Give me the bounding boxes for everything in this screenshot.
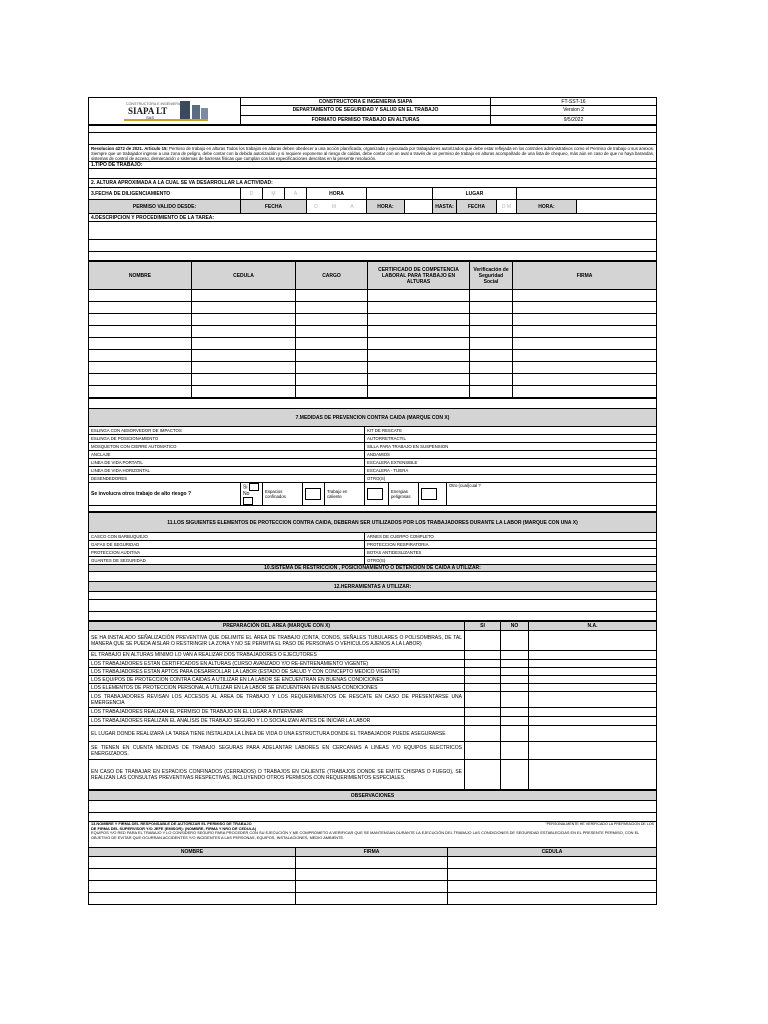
blank-row xyxy=(89,126,657,133)
worker-cell[interactable] xyxy=(470,338,513,350)
sign-col-name: NOMBRE xyxy=(89,848,296,857)
worker-rows xyxy=(89,290,657,398)
worker-cell[interactable] xyxy=(89,302,192,314)
col-no: NO xyxy=(501,622,529,631)
worker-cell[interactable] xyxy=(296,302,368,314)
measure-row xyxy=(89,475,657,483)
checklist-item: LOS TRABAJADORES ESTAN APTOS PARA DESARROLLAR LA LABOR (ESTADO DE SALUD Y CON CONCEPTO MEDICO VIGENTE) xyxy=(89,668,465,676)
worker-cell[interactable] xyxy=(296,386,368,398)
section-work-type: 1.TIPO DE TRABAJO: xyxy=(89,162,657,169)
worker-cell[interactable] xyxy=(513,338,657,350)
checklist-na-cell[interactable] xyxy=(529,668,657,676)
checklist-row xyxy=(89,676,657,684)
worker-cell[interactable] xyxy=(192,314,296,326)
company-name: CONSTRUCTORA E INGENIERIA SIAPA xyxy=(241,98,491,106)
tools-field[interactable] xyxy=(89,600,657,612)
measure-right-item[interactable]: ANDAMIOS xyxy=(365,451,657,459)
place-field[interactable] xyxy=(517,188,657,200)
month-field[interactable]: M xyxy=(263,188,285,200)
sign-cell[interactable] xyxy=(296,881,448,893)
sign-row xyxy=(89,881,657,893)
worker-cell[interactable] xyxy=(296,326,368,338)
checklist-item: EL TRABAJO EN ALTURAS MINIMO LO VAN A REALIZAR DOS TRABAJADORES O EJECUTORES xyxy=(89,651,465,660)
worker-cell[interactable] xyxy=(470,326,513,338)
worker-row xyxy=(89,350,657,362)
hot-work-option[interactable] xyxy=(365,483,389,506)
observations-table xyxy=(88,790,657,905)
checklist-no-cell[interactable] xyxy=(501,726,529,742)
checklist-na-cell[interactable] xyxy=(529,760,657,790)
to-day: D xyxy=(501,203,506,210)
valid-to-label: HASTA: xyxy=(433,200,457,214)
worker-row xyxy=(89,386,657,398)
checklist-row xyxy=(89,684,657,692)
checklist-no-cell[interactable] xyxy=(501,651,529,660)
protection-right-item[interactable]: PROTECCION RESPIRATORIA xyxy=(365,541,657,549)
checklist-yes-cell[interactable] xyxy=(465,742,501,760)
checklist-na-cell[interactable] xyxy=(529,742,657,760)
protection-row xyxy=(89,533,657,541)
hot-work-checkbox[interactable] xyxy=(367,488,383,500)
responsible-line: DE FIRMA DEL SUPERVISOR Y/O JEFE (EMISOR): (NOMBRE, FIRMA Y NRO DE CEDULA) xyxy=(91,825,257,831)
time-label: HORA xyxy=(307,188,367,200)
worker-cell[interactable] xyxy=(89,314,192,326)
place-label: LUGAR xyxy=(433,188,517,200)
col-role: CARGO xyxy=(296,262,368,290)
blank-row xyxy=(89,399,657,409)
permit-form xyxy=(88,97,656,905)
workers-table xyxy=(88,261,657,398)
checklist-no-cell[interactable] xyxy=(501,760,529,790)
checklist-row xyxy=(89,631,657,651)
worker-cell[interactable] xyxy=(192,350,296,362)
protection-left-item[interactable]: CASCO CON BARBUQUEJO xyxy=(89,533,365,541)
protection-title: 11.LOS SIGUIENTES ELEMENTOS DE PROTECCION CONTRA CAIDA, DEBERAN SER UTILIZADOS POR LOS TRABAJADORES DURANTE LA LABOR (MARQUE CON UNA X) xyxy=(89,513,657,533)
worker-cell[interactable] xyxy=(513,362,657,374)
checklist-title: PREPARACIÓN DEL AREA (MARQUE CON X) xyxy=(89,622,465,631)
checklist-row xyxy=(89,726,657,742)
description-field[interactable] xyxy=(89,222,657,240)
responsible-title: 13.NOMBRE Y FIRMA DEL RESPONSABLE DE AUTORIZAR EL PERMISO DE TRABAJO xyxy=(91,821,252,826)
sign-cell[interactable] xyxy=(448,893,657,905)
measure-row xyxy=(89,435,657,443)
sign-cell[interactable] xyxy=(296,857,448,869)
from-day: D xyxy=(314,203,318,210)
section-date: 3.FECHA DE DILIGENCIAMIENTO xyxy=(89,188,241,200)
measures-table xyxy=(88,398,657,512)
work-type-field[interactable] xyxy=(89,169,657,179)
worker-cell[interactable] xyxy=(89,338,192,350)
worker-cell[interactable] xyxy=(470,350,513,362)
checklist-item: SE HA INSTALADO SEÑALIZACIÓN PREVENTIVA QUE DELIMITE EL ÁREA DE TRABAJO (CINTA, CONOS, SEÑALES TUBULARES O POLISOMBRAS, DE TAL MANERA QUE SE PUEDA AISLAR O RESTRINGIR LA ZONA Y NO SE PERMITA EL PASO DE PERSONAS O VEHICULOS AJENOS A LA LABOR) xyxy=(89,631,465,651)
checklist-no-cell[interactable] xyxy=(501,708,529,717)
time-field[interactable] xyxy=(367,188,433,200)
checklist-no-cell[interactable] xyxy=(501,668,529,676)
sign-cell[interactable] xyxy=(296,869,448,881)
worker-cell[interactable] xyxy=(296,338,368,350)
worker-cell[interactable] xyxy=(368,302,470,314)
worker-cell[interactable] xyxy=(368,326,470,338)
protection-table xyxy=(88,512,657,621)
yes-label: Si xyxy=(243,484,248,491)
blank-row xyxy=(89,506,657,512)
checklist-yes-cell[interactable] xyxy=(465,708,501,717)
format-name: FORMATO PERMISO TRABAJO EN ALTURAS xyxy=(241,115,491,124)
yes-no-options[interactable] xyxy=(241,483,263,506)
checklist-item: LOS TRABAJADORES ESTAN CERTIFICADOS EN ALTURAS (CURSO AVANZADO Y/O RE-ENTRENAMIENTO VIGENTE) xyxy=(89,660,465,668)
checklist-na-cell[interactable] xyxy=(529,692,657,708)
logo-sub: SAS xyxy=(145,115,154,120)
checklist-na-cell[interactable] xyxy=(529,660,657,668)
checklist-na-cell[interactable] xyxy=(529,684,657,692)
resolution-body: Permiso de trabajo en alturas Todos los trabajos en alturas deben obedecer a una acción planificada, organizada y ejecutada por trabajadores autorizados que debe estar reflejada en los controles administrativos como el Permiso de trabajo o sus anexos. Siempre que un trabajador ingrese a una zona de peligro, debe contar con la debida autorización y si requiere exponerse al riesgo de caídas, debe contar con un aval a través de un permiso de trabajo en alturas acompañado de una lista de chequeo, más aún en caso de que no haya barandas, sistemas de control de acceso, demarcación o sistemas de barreras físicas que cumplan con las especificaciones descritas en la presente resolución. xyxy=(91,145,655,161)
worker-cell[interactable] xyxy=(89,350,192,362)
checklist-yes-cell[interactable] xyxy=(465,676,501,684)
worker-row xyxy=(89,314,657,326)
sign-col-id: CEDULA xyxy=(448,848,657,857)
checklist-no-cell[interactable] xyxy=(501,692,529,708)
protection-left-item[interactable]: GUANTES DE SEGURIDAD xyxy=(89,557,365,565)
checklist-no-cell[interactable] xyxy=(501,660,529,668)
worker-cell[interactable] xyxy=(192,326,296,338)
year-field[interactable]: A xyxy=(285,188,307,200)
building-logo-icon xyxy=(120,99,210,123)
protection-right-item[interactable]: OTRO(S) xyxy=(365,557,657,565)
worker-row xyxy=(89,338,657,350)
to-month: M xyxy=(506,203,512,210)
worker-cell[interactable] xyxy=(470,362,513,374)
worker-cell[interactable] xyxy=(513,290,657,302)
worker-cell[interactable] xyxy=(513,350,657,362)
worker-cell[interactable] xyxy=(470,386,513,398)
protection-row xyxy=(89,549,657,557)
checklist-na-cell[interactable] xyxy=(529,631,657,651)
checklist-row xyxy=(89,668,657,676)
worker-cell[interactable] xyxy=(89,290,192,302)
worker-cell[interactable] xyxy=(192,362,296,374)
yes-checkbox[interactable] xyxy=(249,483,259,491)
col-signature: FIRMA xyxy=(513,262,657,290)
worker-cell[interactable] xyxy=(470,302,513,314)
worker-row xyxy=(89,374,657,386)
checklist-row xyxy=(89,760,657,790)
valid-from-label: PERMISO VALIDO DESDE: xyxy=(89,200,241,214)
worker-cell[interactable] xyxy=(368,290,470,302)
blank-row xyxy=(89,240,657,252)
checklist-rows xyxy=(89,631,657,790)
energy-option[interactable] xyxy=(419,483,447,506)
no-label: No xyxy=(243,491,250,497)
doc-version: Version 2 xyxy=(491,106,657,115)
doc-date: 9/5/2022 xyxy=(491,115,657,124)
sign-col-signature: FIRMA xyxy=(296,848,448,857)
measure-right-item[interactable]: KIT DE RESCATE xyxy=(365,427,657,435)
observations-title: OBSERVACIONES xyxy=(89,791,657,801)
checklist-item: LOS TRABAJADORES REALIZAN EL ANALISIS DE TRABAJO SEGURO Y LO SOCIALIZAN ANTES DE INICIAR LA LABOR xyxy=(89,717,465,726)
protection-left-item[interactable]: GAFAS DE SEGURIDAD xyxy=(89,541,365,549)
responsible-text: EQUIPOS Y/O RED PARA EL TRABAJO Y LO CONSIDERO SEGURO PARA PROCEDER CON SU EJECUCIÓN Y ME COMPROMETO A VERIFICAR QUE SE MANTENGAN DURANTE LA EJECUCIÓN DEL TRABAJO LAS CONDICIONES DE SEGURIDAD ESTABLECIDAS EN EL PRESENTE PERMISO, CON EL OBJETIVO DE EVITAR QUE OCURRAN ACCIDENTES Y/O INCIDENTES A LAS PERSONAS, EQUIPOS, INSTALACIONES, MEDIO AMBIENTE. xyxy=(91,830,640,840)
section-description: 4.DESCRIPCION Y PROCEDIMIENTO DE LA TAREA: xyxy=(89,214,657,222)
worker-cell[interactable] xyxy=(368,338,470,350)
measure-left-item[interactable]: ESLINGA DE POSICIONAMIENTO xyxy=(89,435,365,443)
sign-row xyxy=(89,869,657,881)
worker-row xyxy=(89,290,657,302)
worker-row xyxy=(89,302,657,314)
checklist-row xyxy=(89,660,657,668)
worker-cell[interactable] xyxy=(368,314,470,326)
worker-cell[interactable] xyxy=(470,290,513,302)
confined-label: Espacios confinados xyxy=(263,483,303,506)
checklist-yes-cell[interactable] xyxy=(465,684,501,692)
checklist-yes-cell[interactable] xyxy=(465,692,501,708)
measure-right-item[interactable]: ESCALERA EXTENSIBLE xyxy=(365,459,657,467)
worker-cell[interactable] xyxy=(296,290,368,302)
sign-cell[interactable] xyxy=(448,881,657,893)
checklist-item: EN CASO DE TRABAJAR EN ESPACIOS CONFINADOS (CERRADOS) O TRABAJOS EN CALIENTE (TRABAJOS DONDE SE EMITE CHISPAS O FUEGO), SE REALIZAN LAS CONSULTAS PREVENTIVAS RESPECTIVAS, INCLUYENDO OTROS PERMISOS CON REQUERIMIENTOS ESPECIALES. xyxy=(89,760,465,790)
checklist-na-cell[interactable] xyxy=(529,676,657,684)
protection-rows xyxy=(89,533,657,565)
checklist-yes-cell[interactable] xyxy=(465,760,501,790)
col-social-security: Verificación de Seguridad Social xyxy=(470,262,513,290)
company-logo xyxy=(89,98,241,125)
sign-cell[interactable] xyxy=(448,869,657,881)
sign-rows xyxy=(89,857,657,905)
header-table xyxy=(88,97,657,125)
valid-from-time-label: HORA: xyxy=(367,200,405,214)
worker-cell[interactable] xyxy=(192,290,296,302)
measure-right-item[interactable]: AUTORRETRACTIL xyxy=(365,435,657,443)
valid-from-time-field[interactable] xyxy=(405,200,433,214)
measure-left-item[interactable]: ANCLAJE xyxy=(89,451,365,459)
sign-row xyxy=(89,857,657,869)
worker-cell[interactable] xyxy=(89,386,192,398)
checklist-item: SE TIENEN EN CUENTA MEDIDAS DE TRABAJO SEGURAS PARA ADELANTAR LABORES EN CERCANIAS A LINEAS Y/O EQUIPOS ELECTRICOS ENERGIZADOS. xyxy=(89,742,465,760)
worker-cell[interactable] xyxy=(296,374,368,386)
worker-cell[interactable] xyxy=(89,326,192,338)
checklist-yes-cell[interactable] xyxy=(465,651,501,660)
measure-right-item[interactable]: SILLA PARA TRABAJO EN SUSPENSION xyxy=(365,443,657,451)
worker-cell[interactable] xyxy=(296,314,368,326)
checklist-item: EL LUGAR DONDE REALIZARÁ LA TAREA TIENE INSTALADA LA LÍNEA DE VIDA O UNA ESTRUCTURA DONDE EL TRABAJADOR PUEDE ASEGURARSE xyxy=(89,726,465,742)
responsible-block xyxy=(89,822,657,848)
tools-title: 12.HERRAMIENTAS A UTILIZAR: xyxy=(89,582,657,592)
worker-cell[interactable] xyxy=(296,350,368,362)
confined-checkbox[interactable] xyxy=(305,488,321,500)
worker-row xyxy=(89,326,657,338)
worker-cell[interactable] xyxy=(513,314,657,326)
worker-cell[interactable] xyxy=(368,350,470,362)
resolution-text xyxy=(89,145,657,162)
sign-cell[interactable] xyxy=(89,881,296,893)
logo-caption: CONSTRUCTORA E INGENIERIA xyxy=(125,102,181,106)
tools-field[interactable] xyxy=(89,592,657,600)
checklist-row xyxy=(89,742,657,760)
checklist-item: LOS TRABAJADORES REALIZAN EL PERMISO DE TRABAJO EN EL LUGAR A INTERVENIR xyxy=(89,708,465,717)
blank-row xyxy=(89,133,657,145)
measure-left-item[interactable]: ESLINGA CON ABSORVEDOR DE IMPACTOS xyxy=(89,427,365,435)
col-na: N.A. xyxy=(529,622,657,631)
checklist-no-cell[interactable] xyxy=(501,684,529,692)
measure-left-item[interactable]: LINEA DE VIDA PORTATIL xyxy=(89,459,365,467)
worker-cell[interactable] xyxy=(192,386,296,398)
checklist-no-cell[interactable] xyxy=(501,676,529,684)
sign-cell[interactable] xyxy=(296,893,448,905)
valid-from-date-label: FECHA xyxy=(241,200,307,214)
other-risk-question: Se involucra otros trabajo de alto riesgo ? xyxy=(89,483,241,506)
checklist-table xyxy=(88,621,657,790)
worker-row xyxy=(89,362,657,374)
checklist-no-cell[interactable] xyxy=(501,717,529,726)
checklist-yes-cell[interactable] xyxy=(465,668,501,676)
confined-option[interactable] xyxy=(303,483,325,506)
protection-right-item[interactable]: ARNES DE CUERPO COMPLETO xyxy=(365,533,657,541)
protection-right-item[interactable]: BOTAS ANTIDESLIZANTES xyxy=(365,549,657,557)
sign-cell[interactable] xyxy=(448,857,657,869)
worker-cell[interactable] xyxy=(470,374,513,386)
protection-row xyxy=(89,557,657,565)
sign-row xyxy=(89,893,657,905)
no-checkbox[interactable] xyxy=(243,497,253,505)
blank-row xyxy=(89,813,657,822)
valid-from-date-field[interactable] xyxy=(307,200,367,214)
from-year: A xyxy=(350,203,354,210)
checklist-yes-cell[interactable] xyxy=(465,631,501,651)
worker-cell[interactable] xyxy=(89,362,192,374)
energy-label: Energias peligrosas xyxy=(389,483,419,506)
checklist-na-cell[interactable] xyxy=(529,708,657,717)
measure-row xyxy=(89,459,657,467)
col-yes: SI xyxy=(465,622,501,631)
logo-wordmark: SIAPA LT xyxy=(127,106,167,116)
checklist-na-cell[interactable] xyxy=(529,726,657,742)
responsible-quote: "PERSONALMENTE HE VERIFICADO LA PREPARACION DE LOS xyxy=(545,822,655,826)
checklist-item: LOS EQUIPOS DE PROTECCION CONTRA CAIDAS A UTILIZAR EN LA LABOR SE ENCUENTRAN EN BUENAS CONDICIONES xyxy=(89,676,465,684)
worker-cell[interactable] xyxy=(192,302,296,314)
checklist-item: LOS TRABAJADORES REVISAN LOS ACCESOS AL ÁREA DE TRABAJO Y LOS REQUERIMIENTOS DE RESCATE EN CASO DE PRESENTARSE UNA EMERGENCIA xyxy=(89,692,465,708)
worker-cell[interactable] xyxy=(368,362,470,374)
checklist-item: LOS ELEMENTOS DE PROTECCION PERSONAL A UTILIZAR EN LA LABOR SE ENCUENTRAN EN BUENAS CONDICIONES xyxy=(89,684,465,692)
worker-cell[interactable] xyxy=(470,314,513,326)
col-certificate: CERTIFICADO DE COMPETENCIA LABORAL PARA TRABAJO EN ALTURAS xyxy=(368,262,470,290)
measure-left-item[interactable]: LINEA DE VIDA HORIZONTAL xyxy=(89,467,365,475)
measure-row xyxy=(89,467,657,475)
restriction-field[interactable] xyxy=(89,572,657,582)
valid-to-time-label: HORA: xyxy=(517,200,577,214)
checklist-yes-cell[interactable] xyxy=(465,660,501,668)
measures-title: 7.MEDIDAS DE PREVENCION CONTRA CAIDA (MARQUE CON X) xyxy=(89,409,657,427)
energy-checkbox[interactable] xyxy=(421,488,437,500)
general-info-table xyxy=(88,125,657,261)
other-risk-field[interactable]: Otro (cual)cual ? xyxy=(447,483,657,506)
checklist-row xyxy=(89,692,657,708)
department-name: DEPARTAMENTO DE SEGURIDAD Y SALUD EN EL TRABAJO xyxy=(241,106,491,115)
restriction-title: 10.SISTEMA DE RESTRICCION , POSICIONAMIENTO O DETENCION DE CAIDA A UTILIZAR: xyxy=(89,565,657,572)
worker-cell[interactable] xyxy=(513,386,657,398)
day-field[interactable]: D xyxy=(241,188,263,200)
hot-work-label: Trabajo en caliente xyxy=(325,483,365,506)
worker-cell[interactable] xyxy=(513,326,657,338)
worker-cell[interactable] xyxy=(296,362,368,374)
measure-row xyxy=(89,451,657,459)
valid-to-time-field[interactable] xyxy=(577,200,657,214)
worker-cell[interactable] xyxy=(192,374,296,386)
checklist-na-cell[interactable] xyxy=(529,651,657,660)
observations-field[interactable] xyxy=(89,801,657,813)
checklist-row xyxy=(89,708,657,717)
checklist-yes-cell[interactable] xyxy=(465,717,501,726)
section-height[interactable]: 2. ALTURA APROXIMADA A LA CUAL SE VA DESARROLLAR LA ACTIVIDAD: xyxy=(89,179,657,188)
valid-to-date-field[interactable] xyxy=(497,200,517,214)
measure-left-item[interactable]: DESENDEDORES xyxy=(89,475,365,483)
valid-to-date-label: FECHA xyxy=(457,200,497,214)
measure-row xyxy=(89,443,657,451)
blank-row xyxy=(89,252,657,261)
measure-left-item[interactable]: MOSQUETON CON CIERRE AUTOMATICO xyxy=(89,443,365,451)
checklist-na-cell[interactable] xyxy=(529,717,657,726)
measure-right-item[interactable]: OTRO(S) xyxy=(365,475,657,483)
worker-cell[interactable] xyxy=(89,374,192,386)
worker-cell[interactable] xyxy=(513,302,657,314)
worker-cell[interactable] xyxy=(192,338,296,350)
from-month: M xyxy=(331,203,337,210)
col-name: NOMBRE xyxy=(89,262,192,290)
worker-cell[interactable] xyxy=(368,374,470,386)
worker-cell[interactable] xyxy=(513,374,657,386)
worker-cell[interactable] xyxy=(368,386,470,398)
sign-cell[interactable] xyxy=(89,869,296,881)
protection-left-item[interactable]: PROTECCION AUDITIVA xyxy=(89,549,365,557)
resolution-lead: Resolucion 4272 de 2021. Articulo 15: xyxy=(91,145,168,151)
measure-right-item[interactable]: ESCALERA - TIJERA xyxy=(365,467,657,475)
blank-row xyxy=(89,612,657,621)
protection-row xyxy=(89,541,657,549)
sign-cell[interactable] xyxy=(89,893,296,905)
measure-row xyxy=(89,427,657,435)
col-id: CEDULA xyxy=(192,262,296,290)
doc-code: FT-SST-16 xyxy=(491,98,657,106)
checklist-row xyxy=(89,651,657,660)
checklist-row xyxy=(89,717,657,726)
checklist-no-cell[interactable] xyxy=(501,742,529,760)
measure-rows xyxy=(89,427,657,483)
checklist-yes-cell[interactable] xyxy=(465,726,501,742)
checklist-no-cell[interactable] xyxy=(501,631,529,651)
sign-cell[interactable] xyxy=(89,857,296,869)
